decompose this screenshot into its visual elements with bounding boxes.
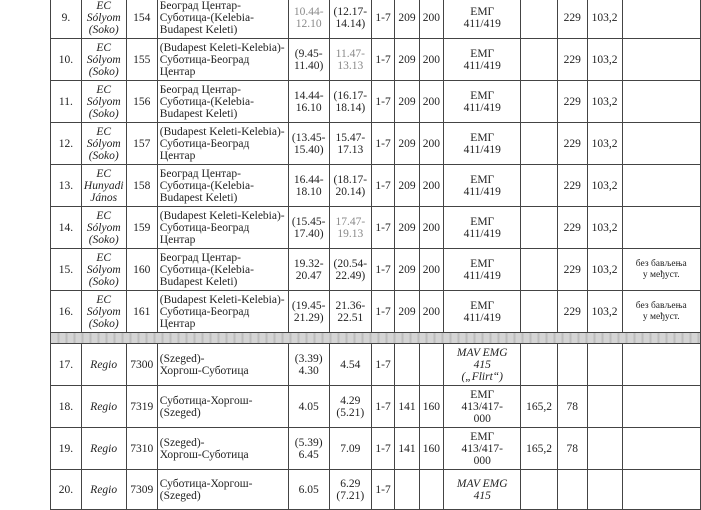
cell-v1: 141	[395, 386, 419, 428]
cell-c3	[587, 344, 622, 386]
cell-dep: 19.32- 20.47	[288, 249, 329, 291]
cell-arr: (20.54- 22.49)	[329, 249, 371, 291]
cell-loco: ЕМГ 411/419	[444, 291, 521, 333]
cell-v1: 209	[395, 165, 419, 207]
cell-loco: ЕМГ 413/417- 000	[444, 386, 521, 428]
cell-name: Regio	[81, 428, 126, 470]
cell-dep: 10.44- 12.10	[288, 0, 329, 39]
cell-train: 7310	[126, 428, 157, 470]
cell-c1	[521, 81, 557, 123]
cell-name: EC Sólyom (Soko)	[81, 123, 126, 165]
cell-days: 1-7	[371, 249, 394, 291]
table-row	[51, 291, 701, 333]
cell-c2: 229	[557, 249, 587, 291]
cell-no: 12.	[51, 123, 82, 165]
table-row	[51, 39, 701, 81]
cell-c3: 103,2	[587, 249, 622, 291]
cell-v2: 200	[419, 249, 443, 291]
cell-no: 9.	[51, 0, 82, 39]
cell-dep: (13.45- 15.40)	[288, 123, 329, 165]
cell-loco: ЕМГ 411/419	[444, 165, 521, 207]
cell-v2	[419, 470, 443, 510]
cell-c3: 103,2	[587, 291, 622, 333]
cell-no: 19.	[51, 428, 82, 470]
cell-note	[622, 207, 700, 249]
cell-train: 161	[126, 291, 157, 333]
cell-no: 16.	[51, 291, 82, 333]
cell-route: (Szeged)- Хоргош-Суботица	[157, 344, 288, 386]
cell-no: 20.	[51, 470, 82, 510]
cell-arr: 15.47- 17.13	[329, 123, 371, 165]
cell-note: без бављења у међуст.	[622, 249, 700, 291]
cell-c1	[521, 249, 557, 291]
cell-train: 157	[126, 123, 157, 165]
cell-c1	[521, 165, 557, 207]
cell-c3	[587, 386, 622, 428]
cell-c3: 103,2	[587, 39, 622, 81]
cell-route: Београд Центар- Суботица-(Kelebia- Budapest Keleti)	[157, 0, 288, 39]
cell-loco: ЕМГ 411/419	[444, 207, 521, 249]
cell-days: 1-7	[371, 386, 394, 428]
cell-v1: 141	[395, 428, 419, 470]
cell-route: Суботица-Хоргош- (Szeged)	[157, 386, 288, 428]
cell-name: EC Sólyom (Soko)	[81, 39, 126, 81]
cell-route: (Budapest Keleti-Kelebia)- Суботица-Београд Центар	[157, 123, 288, 165]
cell-v2: 200	[419, 39, 443, 81]
cell-loco: ЕМГ 411/419	[444, 0, 521, 39]
cell-c1: 165,2	[521, 386, 557, 428]
timetable	[50, 0, 701, 510]
cell-c2	[557, 344, 587, 386]
cell-dep: 16.44- 18.10	[288, 165, 329, 207]
cell-name: Regio	[81, 344, 126, 386]
cell-v2: 200	[419, 0, 443, 39]
cell-loco: ЕМГ 413/417- 000	[444, 428, 521, 470]
cell-days: 1-7	[371, 39, 394, 81]
table-row	[51, 165, 701, 207]
cell-name: Regio	[81, 470, 126, 510]
cell-c1	[521, 123, 557, 165]
cell-v1: 209	[395, 0, 419, 39]
cell-dep: (19.45- 21.29)	[288, 291, 329, 333]
table-row	[51, 123, 701, 165]
cell-route: (Budapest Keleti-Kelebia)- Суботица-Београд Центар	[157, 39, 288, 81]
cell-loco: MAV EMG 415 („Flirt“)	[444, 344, 521, 386]
cell-v1: 209	[395, 249, 419, 291]
cell-note	[622, 81, 700, 123]
cell-days: 1-7	[371, 344, 394, 386]
cell-name: Regio	[81, 386, 126, 428]
cell-v2: 160	[419, 428, 443, 470]
cell-train: 155	[126, 39, 157, 81]
cell-loco: ЕМГ 411/419	[444, 249, 521, 291]
cell-c3	[587, 470, 622, 510]
cell-arr: 11.47- 13.13	[329, 39, 371, 81]
cell-route: Београд Центар- Суботица-(Kelebia- Budapest Keleti)	[157, 249, 288, 291]
cell-note	[622, 0, 700, 39]
cell-days: 1-7	[371, 123, 394, 165]
cell-route: (Budapest Keleti-Kelebia)- Суботица-Београд Центар	[157, 291, 288, 333]
table-row	[51, 386, 701, 428]
cell-c1	[521, 344, 557, 386]
cell-v2: 200	[419, 123, 443, 165]
cell-arr: 4.54	[329, 344, 371, 386]
cell-v2: 200	[419, 207, 443, 249]
cell-c2: 78	[557, 428, 587, 470]
cell-train: 7300	[126, 344, 157, 386]
cell-c1	[521, 291, 557, 333]
cell-dep: (15.45- 17.40)	[288, 207, 329, 249]
cell-note: без бављења у међуст.	[622, 291, 700, 333]
table-row	[51, 207, 701, 249]
cell-loco: ЕМГ 411/419	[444, 123, 521, 165]
cell-days: 1-7	[371, 81, 394, 123]
cell-days: 1-7	[371, 165, 394, 207]
cell-c1	[521, 207, 557, 249]
cell-train: 156	[126, 81, 157, 123]
cell-c3: 103,2	[587, 0, 622, 39]
cell-name: EC Sólyom (Soko)	[81, 0, 126, 39]
cell-c1: 165,2	[521, 428, 557, 470]
cell-name: EC Sólyom (Soko)	[81, 291, 126, 333]
cell-loco: MAV EMG 415	[444, 470, 521, 510]
table-row	[51, 81, 701, 123]
cell-train: 158	[126, 165, 157, 207]
cell-v1: 209	[395, 291, 419, 333]
cell-v2: 200	[419, 81, 443, 123]
cell-c3: 103,2	[587, 81, 622, 123]
cell-arr: 6.29 (7.21)	[329, 470, 371, 510]
cell-dep: 14.44- 16.10	[288, 81, 329, 123]
cell-note	[622, 165, 700, 207]
cell-loco: ЕМГ 411/419	[444, 39, 521, 81]
cell-no: 15.	[51, 249, 82, 291]
cell-c3: 103,2	[587, 207, 622, 249]
section-separator	[51, 333, 701, 344]
cell-loco: ЕМГ 411/419	[444, 81, 521, 123]
cell-v2	[419, 344, 443, 386]
cell-c1	[521, 470, 557, 510]
cell-arr: 17.47- 19.13	[329, 207, 371, 249]
cell-c2: 229	[557, 207, 587, 249]
cell-c2: 229	[557, 0, 587, 39]
table-row	[51, 249, 701, 291]
cell-c2: 229	[557, 165, 587, 207]
cell-v1	[395, 344, 419, 386]
cell-note	[622, 344, 700, 386]
cell-no: 10.	[51, 39, 82, 81]
cell-note	[622, 470, 700, 510]
cell-v2: 200	[419, 165, 443, 207]
cell-name: EC Sólyom (Soko)	[81, 81, 126, 123]
cell-v1	[395, 470, 419, 510]
cell-dep: 4.05	[288, 386, 329, 428]
cell-no: 11.	[51, 81, 82, 123]
cell-v1: 209	[395, 123, 419, 165]
cell-c3	[587, 428, 622, 470]
cell-c2: 229	[557, 291, 587, 333]
cell-arr: (18.17- 20.14)	[329, 165, 371, 207]
cell-arr: 7.09	[329, 428, 371, 470]
cell-note	[622, 386, 700, 428]
cell-c2	[557, 470, 587, 510]
cell-dep: 6.05	[288, 470, 329, 510]
cell-v2: 160	[419, 386, 443, 428]
cell-train: 7319	[126, 386, 157, 428]
table-row	[51, 470, 701, 510]
cell-arr: (12.17- 14.14)	[329, 0, 371, 39]
cell-days: 1-7	[371, 207, 394, 249]
cell-c1	[521, 0, 557, 39]
cell-route: Београд Центар- Суботица-(Kelebia- Budapest Keleti)	[157, 165, 288, 207]
table-row	[51, 344, 701, 386]
cell-arr: 4.29 (5.21)	[329, 386, 371, 428]
cell-c2: 229	[557, 39, 587, 81]
cell-route: Суботица-Хоргош- (Szeged)	[157, 470, 288, 510]
cell-c1	[521, 39, 557, 81]
cell-arr: 21.36- 22.51	[329, 291, 371, 333]
cell-train: 159	[126, 207, 157, 249]
cell-train: 160	[126, 249, 157, 291]
cell-v2: 200	[419, 291, 443, 333]
cell-no: 18.	[51, 386, 82, 428]
cell-note	[622, 123, 700, 165]
cell-c2: 229	[557, 81, 587, 123]
cell-name: EC Sólyom (Soko)	[81, 249, 126, 291]
cell-train: 7309	[126, 470, 157, 510]
cell-c3: 103,2	[587, 165, 622, 207]
cell-dep: (5.39) 6.45	[288, 428, 329, 470]
cell-days: 1-7	[371, 470, 394, 510]
cell-route: (Budapest Keleti-Kelebia)- Суботица-Београд Центар	[157, 207, 288, 249]
table-row	[51, 428, 701, 470]
cell-name: EC Hunyadi János	[81, 165, 126, 207]
cell-note	[622, 39, 700, 81]
cell-dep: (9.45- 11.40)	[288, 39, 329, 81]
cell-note	[622, 428, 700, 470]
cell-no: 13.	[51, 165, 82, 207]
cell-v1: 209	[395, 81, 419, 123]
cell-days: 1-7	[371, 291, 394, 333]
cell-no: 17.	[51, 344, 82, 386]
cell-train: 154	[126, 0, 157, 39]
cell-arr: (16.17- 18.14)	[329, 81, 371, 123]
cell-route: (Szeged)- Хоргош-Суботица	[157, 428, 288, 470]
cell-v1: 209	[395, 207, 419, 249]
cell-c2: 229	[557, 123, 587, 165]
cell-days: 1-7	[371, 428, 394, 470]
cell-no: 14.	[51, 207, 82, 249]
cell-dep: (3.39) 4.30	[288, 344, 329, 386]
cell-route: Београд Центар- Суботица-(Kelebia- Budapest Keleti)	[157, 81, 288, 123]
table-row	[51, 0, 701, 39]
cell-v1: 209	[395, 39, 419, 81]
cell-c3: 103,2	[587, 123, 622, 165]
cell-days: 1-7	[371, 0, 394, 39]
cell-c2: 78	[557, 386, 587, 428]
cell-name: EC Sólyom (Soko)	[81, 207, 126, 249]
